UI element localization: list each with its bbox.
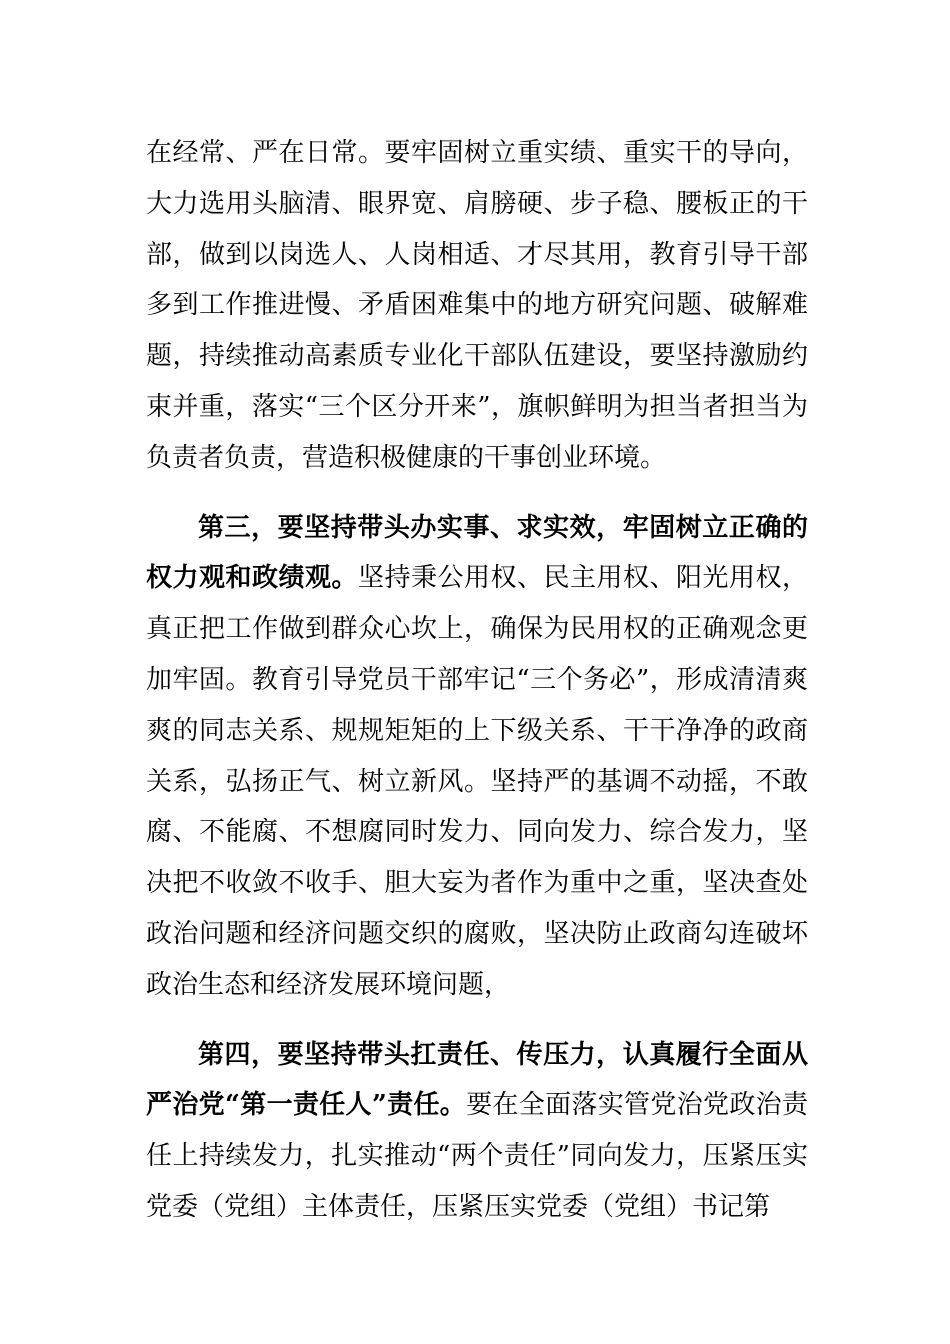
- paragraph-third-point: [146, 503, 808, 1011]
- paragraph-continuation: [146, 128, 808, 484]
- paragraph-2-heading: 第三，要坚持带头办实事、求实效，牢固树立正确的权力观和政绩观。: [146, 512, 808, 594]
- paragraph-3-heading: 第四，要坚持带头扛责任、传压力，认真履行全面从严治党“第一责任人”责任。: [146, 1039, 808, 1121]
- paragraph-fourth-point: [146, 1030, 808, 1233]
- paragraph-1-text: 在经常、严在日常。要牢固树立重实绩、重实干的导向，大力选用头脑清、眼界宽、肩膀硬、步子稳、腰板正的干部，做到以岗选人、人岗相适、才尽其用，教育引导干部多到工作推进慢、矛盾困难集中的地方研究问题、破解难题，持续推动高素质专业化干部队伍建设，要坚持激励约束并重，落实“三个区分开来”，旗帜鲜明为担当者担当为负责者负责，营造积极健康的干事创业环境。: [146, 138, 808, 473]
- paragraph-3-text: 要在全面落实管党治党政治责任上持续发力，扎实推动“两个责任”同向发力，压紧压实党委（党组）主体责任，压紧压实党委（党组）书记第: [146, 1090, 808, 1222]
- document-page: [146, 128, 808, 1233]
- paragraph-2-text: 坚持秉公用权、民主用权、阳光用权，真正把工作做到群众心坎上，确保为民用权的正确观念更加牢固。教育引导党员干部牢记“三个务必”，形成清清爽爽的同志关系、规规矩矩的上下级关系、干干净净的政商关系，弘扬正气、树立新风。坚持严的基调不动摇，不敢腐、不能腐、不想腐同时发力、同向发力、综合发力，坚决把不收敛不收手、胆大妄为者作为重中之重，坚决查处政治问题和经济问题交织的腐败，坚决防止政商勾连破坏政治生态和经济发展环境问题，: [146, 563, 808, 1000]
